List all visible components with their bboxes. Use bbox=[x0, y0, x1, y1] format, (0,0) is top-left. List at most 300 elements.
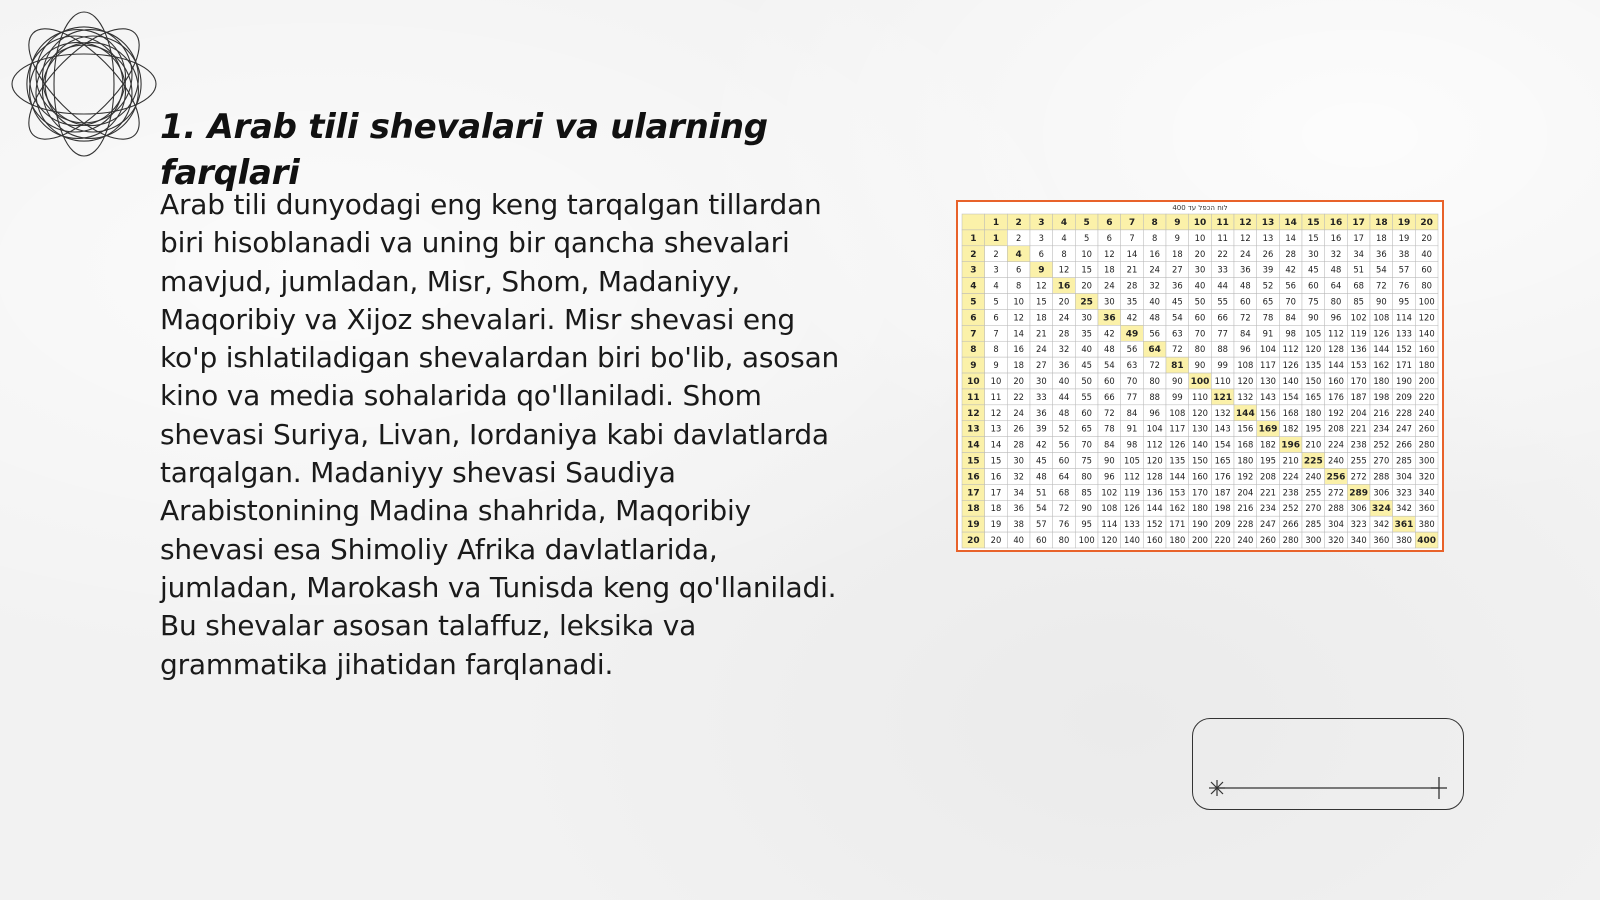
table-cell-value: 38 bbox=[1013, 519, 1025, 530]
table-cell-value: 70 bbox=[1126, 376, 1138, 386]
table-cell-value: 20 bbox=[1081, 280, 1093, 291]
table-cell-value: 9 bbox=[1038, 265, 1045, 276]
table-cell-value: 221 bbox=[1350, 423, 1367, 434]
table-cell-value: 72 bbox=[1058, 503, 1070, 514]
table-cell-value: 160 bbox=[1146, 535, 1163, 546]
table-cell-value: 18 bbox=[1375, 232, 1387, 243]
table-cell-value: 304 bbox=[1328, 519, 1344, 530]
table-cell-value: 78 bbox=[1262, 312, 1274, 323]
table-cell-value: 96 bbox=[1239, 344, 1251, 355]
table-cell-value: 12 bbox=[1013, 312, 1025, 323]
table-cell-value: 54 bbox=[1375, 264, 1387, 275]
table-cell-value: 17 bbox=[1352, 217, 1365, 228]
table-cell-value: 19 bbox=[967, 520, 980, 531]
table-cell-value: 195 bbox=[1260, 455, 1276, 466]
table-cell-value: 208 bbox=[1260, 471, 1276, 482]
table-cell-value: 4 bbox=[1060, 217, 1068, 228]
table-cell-value: 324 bbox=[1371, 504, 1391, 515]
table-cell-value: 70 bbox=[1285, 296, 1297, 307]
table-cell-value: 90 bbox=[1103, 455, 1115, 466]
table-cell-value: 238 bbox=[1282, 487, 1299, 498]
table-cell-value: 5 bbox=[1083, 232, 1090, 243]
table-cell-value: 4 bbox=[970, 281, 977, 292]
table-cell-value: 180 bbox=[1192, 503, 1208, 514]
table-cell-value: 36 bbox=[1013, 503, 1025, 514]
table-cell-value: 11 bbox=[990, 391, 1002, 402]
table-cell-value: 306 bbox=[1350, 503, 1367, 514]
table-cell-value: 168 bbox=[1237, 439, 1254, 450]
table-cell-value: 14 bbox=[1284, 217, 1297, 228]
decorative-frame bbox=[1192, 718, 1464, 810]
table-cell-value: 152 bbox=[1146, 519, 1163, 530]
table-cell-value: 105 bbox=[1305, 328, 1322, 339]
table-cell-value: 105 bbox=[1124, 455, 1140, 466]
table-cell-value: 216 bbox=[1373, 407, 1390, 418]
table-cell-value: 15 bbox=[1307, 217, 1320, 228]
table-cell-value: 40 bbox=[1421, 248, 1433, 259]
table-cell-value: 9 bbox=[1174, 217, 1181, 228]
table-cell-value: 8 bbox=[1015, 280, 1022, 291]
decorative-circles-icon bbox=[8, 8, 160, 160]
table-cell-value: 114 bbox=[1396, 312, 1412, 323]
table-cell-value: 5 bbox=[970, 297, 977, 308]
table-cell-value: 50 bbox=[1194, 296, 1206, 307]
table-cell-value: 55 bbox=[1217, 296, 1229, 307]
table-cell-value: 119 bbox=[1124, 487, 1140, 498]
table-cell-value: 72 bbox=[1103, 407, 1115, 418]
table-caption: לוח הכפל עד 400 bbox=[1172, 204, 1228, 212]
table-cell-value: 15 bbox=[990, 455, 1002, 466]
table-cell-value: 33 bbox=[1035, 391, 1047, 402]
table-cell-value: 187 bbox=[1214, 487, 1231, 498]
table-cell-value: 48 bbox=[1149, 312, 1161, 323]
table-cell-value: 54 bbox=[1171, 312, 1183, 323]
table-cell-value: 84 bbox=[1126, 407, 1138, 418]
table-cell-value: 24 bbox=[1013, 407, 1025, 418]
table-cell-value: 36 bbox=[1058, 360, 1070, 371]
table-cell-value: 119 bbox=[1350, 328, 1367, 339]
table-cell-value: 8 bbox=[1151, 217, 1158, 228]
table-cell-value: 42 bbox=[1285, 264, 1297, 275]
table-cell-value: 280 bbox=[1418, 439, 1435, 450]
table-cell-value: 42 bbox=[1035, 439, 1047, 450]
table-cell-value: 150 bbox=[1192, 455, 1208, 466]
table-cell-value: 7 bbox=[1128, 217, 1136, 228]
table-cell-value: 100 bbox=[1190, 377, 1210, 387]
table-cell-value: 285 bbox=[1396, 455, 1412, 466]
table-cell-value: 16 bbox=[1149, 248, 1161, 259]
table-cell-value: 6 bbox=[993, 312, 999, 323]
table-cell-value: 108 bbox=[1237, 360, 1254, 371]
table-cell-value: 300 bbox=[1418, 455, 1435, 466]
table-cell-value: 320 bbox=[1328, 535, 1344, 546]
table-cell-value: 51 bbox=[1035, 487, 1047, 498]
table-cell-value: 280 bbox=[1282, 535, 1299, 546]
table-cell-value: 4 bbox=[1061, 232, 1067, 243]
table-cell-value: 144 bbox=[1169, 471, 1186, 482]
table-cell-value: 10 bbox=[1081, 248, 1093, 259]
table-cell-value: 40 bbox=[1013, 535, 1025, 546]
table-cell-value: 20 bbox=[990, 535, 1002, 546]
table-cell-value: 32 bbox=[1013, 471, 1025, 482]
table-cell-value: 190 bbox=[1192, 519, 1208, 530]
table-cell-value: 54 bbox=[1103, 360, 1115, 371]
table-cell-value: 49 bbox=[1125, 329, 1139, 340]
table-cell-value: 60 bbox=[1421, 264, 1433, 275]
table-cell-value: 63 bbox=[1171, 328, 1183, 339]
table-cell-value: 190 bbox=[1396, 376, 1412, 386]
table-cell-value: 100 bbox=[1078, 535, 1095, 546]
table-cell-value: 102 bbox=[1350, 312, 1367, 323]
table-cell-value: 153 bbox=[1169, 487, 1186, 498]
table-cell-value: 68 bbox=[1353, 280, 1365, 291]
table-cell-value: 112 bbox=[1328, 328, 1344, 339]
table-cell-value: 180 bbox=[1418, 360, 1435, 371]
table-cell-value: 114 bbox=[1101, 519, 1118, 530]
table-cell-value: 14 bbox=[1285, 232, 1297, 243]
table-cell-value: 19 bbox=[1398, 232, 1410, 243]
table-cell-value: 128 bbox=[1328, 344, 1344, 355]
table-cell-value: 6 bbox=[1038, 248, 1045, 259]
table-cell-value: 84 bbox=[1103, 439, 1115, 450]
table-cell-value: 16 bbox=[967, 472, 980, 483]
table-cell-value: 12 bbox=[967, 408, 980, 419]
sparkle-line-icon bbox=[1193, 719, 1465, 811]
table-cell-value: 13 bbox=[967, 424, 980, 435]
table-cell-value: 8 bbox=[970, 345, 977, 356]
table-cell-value: 40 bbox=[1058, 376, 1070, 386]
table-cell-value: 180 bbox=[1237, 455, 1254, 466]
table-cell-value: 4 bbox=[1015, 249, 1022, 260]
table-cell-value: 45 bbox=[1081, 360, 1093, 371]
table-cell-value: 32 bbox=[1149, 280, 1161, 291]
table-cell-value: 144 bbox=[1328, 360, 1344, 371]
table-cell-value: 44 bbox=[1058, 391, 1070, 402]
table-cell-value: 12 bbox=[990, 407, 1002, 418]
table-cell-value: 200 bbox=[1192, 535, 1208, 546]
table-cell-value: 28 bbox=[1058, 328, 1070, 339]
table-cell-value: 260 bbox=[1260, 535, 1276, 546]
table-cell-value: 18 bbox=[990, 503, 1002, 514]
table-cell-value: 110 bbox=[1192, 391, 1208, 402]
table-cell-value: 5 bbox=[993, 296, 999, 307]
table-cell-value: 27 bbox=[1035, 360, 1047, 371]
table-cell-value: 28 bbox=[1285, 248, 1297, 259]
table-cell-value: 209 bbox=[1396, 391, 1412, 402]
table-cell-value: 60 bbox=[1103, 376, 1115, 386]
table-cell-value: 270 bbox=[1305, 503, 1322, 514]
table-cell-value: 21 bbox=[1035, 328, 1047, 339]
table-cell-value: 13 bbox=[1262, 232, 1274, 243]
table-cell-value: 130 bbox=[1192, 423, 1208, 434]
table-cell-value: 154 bbox=[1214, 439, 1231, 450]
table-cell-value: 64 bbox=[1148, 345, 1161, 356]
table-cell-value: 16 bbox=[1057, 281, 1071, 292]
table-cell-value: 17 bbox=[990, 487, 1002, 498]
table-cell-value: 84 bbox=[1239, 328, 1251, 339]
table-cell-value: 8 bbox=[1151, 232, 1158, 243]
table-cell-value: 126 bbox=[1373, 328, 1390, 339]
table-cell-value: 1 bbox=[992, 233, 1000, 244]
table-cell-value: 7 bbox=[993, 328, 999, 339]
table-cell-value: 154 bbox=[1282, 391, 1299, 402]
table-cell-value: 285 bbox=[1305, 519, 1322, 530]
table-cell-value: 90 bbox=[1307, 312, 1319, 323]
table-cell-value: 40 bbox=[1194, 280, 1206, 291]
table-cell-value: 3 bbox=[970, 265, 977, 276]
table-cell-value: 256 bbox=[1326, 472, 1346, 483]
table-cell-value: 20 bbox=[967, 536, 980, 547]
table-cell-value: 38 bbox=[1398, 248, 1410, 259]
table-cell-value: 17 bbox=[967, 488, 980, 499]
table-cell-value: 266 bbox=[1396, 439, 1412, 450]
table-cell-value: 380 bbox=[1418, 519, 1435, 530]
table-cell-value: 24 bbox=[1035, 344, 1047, 355]
table-cell-value: 170 bbox=[1350, 376, 1367, 386]
table-cell-value: 2 bbox=[1015, 217, 1022, 228]
table-cell-value: 140 bbox=[1124, 535, 1140, 546]
table-cell-value: 144 bbox=[1373, 344, 1390, 355]
table-cell-value: 3 bbox=[1038, 217, 1045, 228]
table-cell-value: 15 bbox=[1307, 232, 1319, 243]
table-cell-value: 252 bbox=[1282, 503, 1299, 514]
table-cell-value: 66 bbox=[1103, 391, 1115, 402]
table-cell-value: 133 bbox=[1124, 519, 1140, 530]
table-cell-value: 36 bbox=[1239, 264, 1251, 275]
table-cell-value: 247 bbox=[1260, 519, 1276, 530]
table-cell-value: 102 bbox=[1101, 487, 1118, 498]
table-cell-value: 153 bbox=[1350, 360, 1367, 371]
table-cell-value: 17 bbox=[1353, 232, 1365, 243]
table-cell-value: 80 bbox=[1421, 280, 1433, 291]
table-cell-value: 25 bbox=[1080, 297, 1093, 308]
table-cell-value: 247 bbox=[1396, 423, 1412, 434]
table-cell-value: 225 bbox=[1303, 456, 1323, 467]
table-cell-value: 209 bbox=[1214, 519, 1231, 530]
table-cell-value: 60 bbox=[1081, 407, 1093, 418]
table-cell-value: 14 bbox=[1013, 328, 1025, 339]
table-cell-value: 42 bbox=[1126, 312, 1138, 323]
slide-title: 1. Arab tili shevalari va ularning farqlari bbox=[160, 107, 768, 193]
multiplication-table-image bbox=[956, 200, 1444, 552]
table-cell-value: 20 bbox=[1421, 232, 1433, 243]
table-cell-value: 96 bbox=[1103, 471, 1115, 482]
table-cell-value: 16 bbox=[1329, 217, 1343, 228]
table-cell-value: 13 bbox=[990, 423, 1002, 434]
table-cell-value: 228 bbox=[1237, 519, 1254, 530]
table-cell-value: 210 bbox=[1282, 455, 1299, 466]
table-cell-value: 208 bbox=[1328, 423, 1344, 434]
table-cell-value: 95 bbox=[1398, 296, 1410, 307]
table-cell-value: 48 bbox=[1239, 280, 1251, 291]
table-cell-value: 80 bbox=[1058, 535, 1070, 546]
table-cell-value: 288 bbox=[1328, 503, 1344, 514]
table-cell-value: 84 bbox=[1285, 312, 1297, 323]
table-cell-value: 130 bbox=[1260, 376, 1276, 386]
table-cell-value: 80 bbox=[1081, 471, 1093, 482]
table-cell-value: 56 bbox=[1058, 439, 1070, 450]
table-cell-value: 90 bbox=[1194, 360, 1206, 371]
table-cell-value: 76 bbox=[1398, 280, 1410, 291]
table-cell-value: 30 bbox=[1081, 312, 1093, 323]
table-cell-value: 140 bbox=[1282, 376, 1299, 386]
table-cell-value: 112 bbox=[1146, 439, 1163, 450]
table-cell-value: 78 bbox=[1103, 423, 1115, 434]
table-cell-value: 36 bbox=[1103, 313, 1116, 324]
table-cell-value: 9 bbox=[970, 361, 977, 372]
table-cell-value: 3 bbox=[1038, 232, 1045, 243]
table-cell-value: 176 bbox=[1328, 391, 1344, 402]
table-cell-value: 68 bbox=[1058, 487, 1070, 498]
table-cell-value: 136 bbox=[1146, 487, 1163, 498]
table-cell-value: 10 bbox=[990, 376, 1002, 386]
table-cell-value: 170 bbox=[1192, 487, 1208, 498]
table-cell-value: 133 bbox=[1396, 328, 1412, 339]
table-cell-value: 234 bbox=[1260, 503, 1276, 514]
table-cell-value: 26 bbox=[1262, 248, 1274, 259]
table-cell-value: 255 bbox=[1350, 455, 1367, 466]
table-cell-value: 48 bbox=[1035, 471, 1047, 482]
table-cell-value: 1 bbox=[970, 233, 977, 244]
table-cell-value: 320 bbox=[1418, 471, 1435, 482]
table-cell-value: 400 bbox=[1417, 536, 1437, 547]
table-cell-value: 169 bbox=[1258, 424, 1278, 435]
table-cell-value: 34 bbox=[1353, 248, 1365, 259]
table-cell-value: 18 bbox=[1035, 312, 1047, 323]
table-cell-value: 220 bbox=[1418, 391, 1435, 402]
table-cell-value: 42 bbox=[1103, 328, 1115, 339]
table-cell-value: 24 bbox=[1149, 264, 1161, 275]
table-cell-value: 70 bbox=[1194, 328, 1206, 339]
table-cell-value: 2 bbox=[970, 249, 977, 260]
table-cell-value: 30 bbox=[1013, 455, 1025, 466]
table-cell-value: 12 bbox=[1239, 217, 1252, 228]
table-cell-value: 80 bbox=[1149, 376, 1161, 386]
table-cell-value: 143 bbox=[1214, 423, 1231, 434]
table-cell-value: 9 bbox=[1174, 232, 1181, 243]
table-cell-value: 48 bbox=[1058, 407, 1070, 418]
table-cell-value: 340 bbox=[1418, 487, 1435, 498]
table-cell-value: 160 bbox=[1192, 471, 1208, 482]
table-cell-value: 19 bbox=[1397, 217, 1411, 228]
table-cell-value: 9 bbox=[993, 360, 999, 371]
table-cell-value: 117 bbox=[1260, 360, 1276, 371]
table-cell-value: 270 bbox=[1373, 455, 1390, 466]
table-cell-value: 35 bbox=[1126, 296, 1138, 307]
table-cell-value: 36 bbox=[1375, 248, 1387, 259]
table-cell-value: 99 bbox=[1217, 360, 1229, 371]
table-cell-value: 132 bbox=[1237, 391, 1254, 402]
table-cell-value: 48 bbox=[1330, 264, 1342, 275]
table-cell-value: 96 bbox=[1149, 407, 1161, 418]
table-cell-value: 300 bbox=[1305, 535, 1322, 546]
table-cell-value: 72 bbox=[1239, 312, 1251, 323]
table-cell-value: 20 bbox=[1194, 248, 1206, 259]
table-cell-value: 12 bbox=[1035, 280, 1047, 291]
table-cell-value: 85 bbox=[1353, 296, 1365, 307]
table-cell-value: 48 bbox=[1103, 344, 1115, 355]
table-cell-value: 20 bbox=[1013, 376, 1025, 386]
table-cell-value: 35 bbox=[1081, 328, 1093, 339]
table-cell-value: 196 bbox=[1281, 440, 1301, 451]
table-cell-value: 104 bbox=[1146, 423, 1163, 434]
table-cell-value: 132 bbox=[1214, 407, 1231, 418]
table-cell-value: 50 bbox=[1081, 376, 1093, 386]
table-cell-value: 210 bbox=[1305, 439, 1322, 450]
table-cell-value: 36 bbox=[1171, 280, 1183, 291]
table-cell-value: 380 bbox=[1396, 535, 1412, 546]
table-cell-value: 30 bbox=[1103, 296, 1115, 307]
table-cell-value: 20 bbox=[1058, 296, 1070, 307]
table-cell-value: 136 bbox=[1350, 344, 1367, 355]
table-cell-value: 117 bbox=[1169, 423, 1186, 434]
table-cell-value: 224 bbox=[1282, 471, 1299, 482]
table-cell-value: 60 bbox=[1307, 280, 1319, 291]
table-cell-value: 6 bbox=[1015, 264, 1022, 275]
table-cell-value: 76 bbox=[1058, 519, 1070, 530]
table-cell-value: 121 bbox=[1213, 392, 1233, 403]
table-cell-value: 100 bbox=[1418, 296, 1435, 307]
table-cell-value: 200 bbox=[1418, 376, 1435, 386]
table-cell-value: 120 bbox=[1237, 376, 1254, 386]
table-cell-value: 18 bbox=[1103, 264, 1115, 275]
table-cell-value: 289 bbox=[1349, 488, 1369, 499]
table-cell-value: 228 bbox=[1396, 407, 1412, 418]
table-cell-value: 11 bbox=[1217, 232, 1229, 243]
table-cell-value: 10 bbox=[1193, 217, 1207, 228]
table-cell-value: 45 bbox=[1035, 455, 1047, 466]
table-cell-value: 120 bbox=[1305, 344, 1322, 355]
table-cell-value: 182 bbox=[1282, 423, 1299, 434]
table-cell-value: 39 bbox=[1262, 264, 1274, 275]
table-cell-value: 75 bbox=[1081, 455, 1093, 466]
table-cell-value: 26 bbox=[1013, 423, 1025, 434]
table-cell-value: 195 bbox=[1305, 423, 1322, 434]
table-cell-value: 72 bbox=[1375, 280, 1387, 291]
table-cell-value: 342 bbox=[1396, 503, 1412, 514]
table-cell-value: 180 bbox=[1169, 535, 1186, 546]
table-cell-value: 56 bbox=[1126, 344, 1138, 355]
table-cell-value: 30 bbox=[1194, 264, 1206, 275]
table-cell-value: 6 bbox=[1106, 232, 1113, 243]
table-cell-value: 63 bbox=[1126, 360, 1138, 371]
table-cell-value: 51 bbox=[1353, 264, 1365, 275]
table-cell-value: 234 bbox=[1373, 423, 1390, 434]
table-cell-value: 110 bbox=[1214, 376, 1231, 386]
table-cell-value: 24 bbox=[1058, 312, 1070, 323]
table-cell-value: 75 bbox=[1307, 296, 1319, 307]
table-cell-value: 112 bbox=[1282, 344, 1299, 355]
table-cell-value: 70 bbox=[1081, 439, 1093, 450]
table-cell-value: 10 bbox=[1194, 232, 1206, 243]
table-cell-value: 180 bbox=[1373, 376, 1390, 386]
table-cell-value: 192 bbox=[1237, 471, 1254, 482]
table-cell-value: 240 bbox=[1237, 535, 1254, 546]
table-cell-value: 55 bbox=[1081, 391, 1093, 402]
table-cell-value: 3 bbox=[993, 264, 999, 275]
table-cell-value: 40 bbox=[1149, 296, 1161, 307]
table-cell-value: 60 bbox=[1239, 296, 1251, 307]
table-cell-value: 171 bbox=[1169, 519, 1186, 530]
table-cell-value: 65 bbox=[1262, 296, 1274, 307]
table-cell-value: 10 bbox=[1013, 296, 1025, 307]
table-cell-value: 162 bbox=[1373, 360, 1390, 371]
table-cell-value: 45 bbox=[1171, 296, 1183, 307]
table-cell-value: 19 bbox=[990, 519, 1002, 530]
table-cell-value: 98 bbox=[1126, 439, 1138, 450]
table-cell-value: 126 bbox=[1169, 439, 1186, 450]
table-cell-value: 221 bbox=[1260, 487, 1276, 498]
